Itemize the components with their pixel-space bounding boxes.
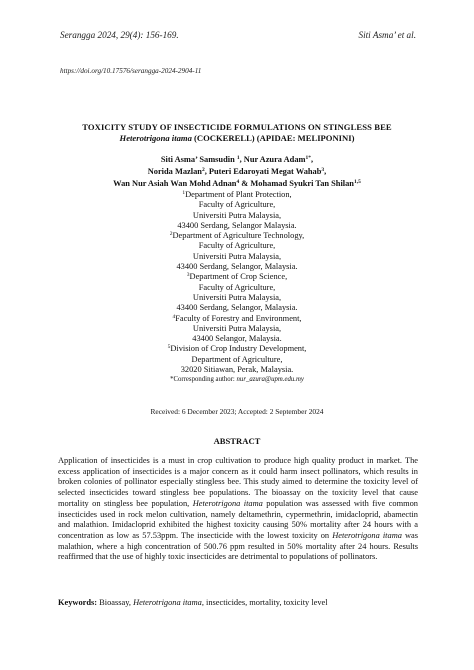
affiliation-line [40, 344, 434, 354]
author-separator: & [239, 179, 251, 188]
affiliation-line: Universiti Putra Malaysia, [192, 210, 282, 220]
received-accepted-dates: Received: 6 December 2023; Accepted: 2 September 2024 [150, 407, 324, 416]
affiliation-line [40, 314, 434, 324]
author-affil-mark: 1 [236, 155, 240, 161]
paper-title [40, 122, 434, 144]
corresponding-author [40, 375, 434, 385]
abstract-species: Heterotrigona itama [332, 530, 402, 540]
author-affil-mark: 1,5 [353, 179, 361, 185]
affiliation-list [40, 190, 434, 386]
author-line-3 [40, 178, 434, 190]
affiliation-mark: 2 [169, 231, 173, 238]
author-name: Norida Mazlan [147, 167, 202, 176]
author-affil-mark: 4 [236, 179, 240, 185]
corresponding-label: *Corresponding author: [170, 376, 237, 384]
author-name: Nur Azura Adam [243, 155, 306, 164]
title-line-1: TOXICITY STUDY OF INSECTICIDE FORMULATIONS ON STINGLESS BEE [82, 122, 392, 132]
author-name: Puteri Edaroyati Megat Wahab [208, 167, 322, 176]
abstract-heading: ABSTRACT [213, 436, 261, 446]
running-author: Siti Asma’ et al. [358, 30, 416, 40]
affiliation-line: Faculty of Agriculture, [198, 282, 276, 292]
affiliation-text: Department of Agriculture Technology, [172, 231, 305, 241]
affiliation-line: Faculty of Agriculture, [198, 241, 276, 251]
author-separator: , [204, 167, 209, 176]
author-name: Wan Nur Asiah Wan Mohd Adnan [113, 179, 237, 188]
affiliation-text: Division of Crop Industry Development, [170, 344, 307, 354]
affiliation-line [40, 272, 434, 282]
author-affil-mark: 3 [321, 167, 325, 173]
affiliation-line: 43400 Selangor, Malaysia. [192, 334, 282, 344]
keywords-label: Keywords: [58, 598, 98, 607]
doi-link[interactable]: https://doi.org/10.17576/serangga-2024-2904-11 [60, 67, 202, 75]
affiliation-line: Universiti Putra Malaysia, [192, 292, 282, 302]
affiliation-text: Department of Crop Science, [189, 272, 288, 282]
affiliation-line: Department of Agriculture, [191, 354, 283, 364]
keywords-text: Bioassay, [97, 598, 134, 607]
author-affil-mark: 1* [305, 155, 311, 161]
title-species: Heterotrigona itama [119, 133, 192, 143]
author-line-2 [40, 166, 434, 178]
title-taxonomy: (COCKERELL) (APIDAE: MELIPONINI) [191, 133, 355, 143]
affiliation-line [40, 231, 434, 241]
corresponding-email[interactable]: nur_azura@upm.edu.my [236, 376, 304, 384]
affiliation-line: Faculty of Agriculture, [198, 200, 276, 210]
affiliation-line [40, 190, 434, 200]
abstract-text: was malathion, where a high concentration of 500.76 ppm resulted in 50% mortality after 24 hours. Results reaffirmed that the use of highly toxic insecticides are detrimental to populations of pollinators. [58, 530, 419, 562]
author-list [40, 154, 434, 190]
keywords [58, 598, 418, 607]
abstract-text: population was assessed with five common insecticides used in rock melon cultivation, namely deltamethrin, cypermethrin, imidacloprid, abamectin and malathion. Imidacloprid exhibited the highest toxicity causing 50% mortality after 24 hours with a concentration as low as 57.53ppm. The insecticide with the lowest toxicity on [58, 498, 418, 540]
affiliation-line: Universiti Putra Malaysia, [192, 251, 282, 261]
affiliation-mark: 4 [172, 313, 176, 320]
affiliation-line: Universiti Putra Malaysia, [192, 323, 282, 333]
title-line-2 [40, 133, 434, 144]
keywords-species: Heterotrigona itama [133, 598, 202, 607]
author-affil-mark: 2 [201, 167, 205, 173]
affiliation-line: 43400 Serdang, Selangor Malaysia. [177, 220, 297, 230]
author-name: Siti Asma’ Samsudin [160, 155, 237, 164]
affiliation-line: 43400 Serdang, Selangor, Malaysia. [176, 303, 298, 313]
author-separator: , [311, 155, 314, 164]
affiliation-mark: 3 [186, 272, 190, 279]
abstract-text: Application of insecticides is a must in crop cultivation to produce high quality product in market. The excess application of insecticides is a major concern as it could harm insect pollinators, which results in broken colonies of pollinator especially stingless bee. This study aimed to determine the toxicity level of selected insecticides toward stingless bee populations. The bioassay on the toxicity level that cause mortality on stingless bee population, [58, 456, 418, 508]
author-separator: , [239, 155, 244, 164]
abstract-species: Heterotrigona itama [192, 498, 263, 508]
keywords-text: , insecticides, mortality, toxicity level [201, 598, 328, 607]
journal-citation: Serangga 2024, 29(4): 156-169. [60, 30, 179, 40]
affiliation-mark: 5 [167, 344, 171, 351]
affiliation-text: Department of Plant Protection, [185, 190, 292, 199]
affiliation-text: Faculty of Forestry and Environment, [175, 313, 302, 323]
author-separator: , [324, 167, 327, 176]
abstract-body [58, 456, 418, 563]
author-line-1 [40, 154, 434, 166]
affiliation-line: 43400 Serdang, Selangor, Malaysia. [176, 262, 298, 272]
affiliation-mark: 1 [182, 190, 186, 196]
author-name: Mohamad Syukri Tan Shilan [250, 179, 354, 188]
affiliation-line: 32020 Sitiawan, Perak, Malaysia. [180, 365, 294, 375]
